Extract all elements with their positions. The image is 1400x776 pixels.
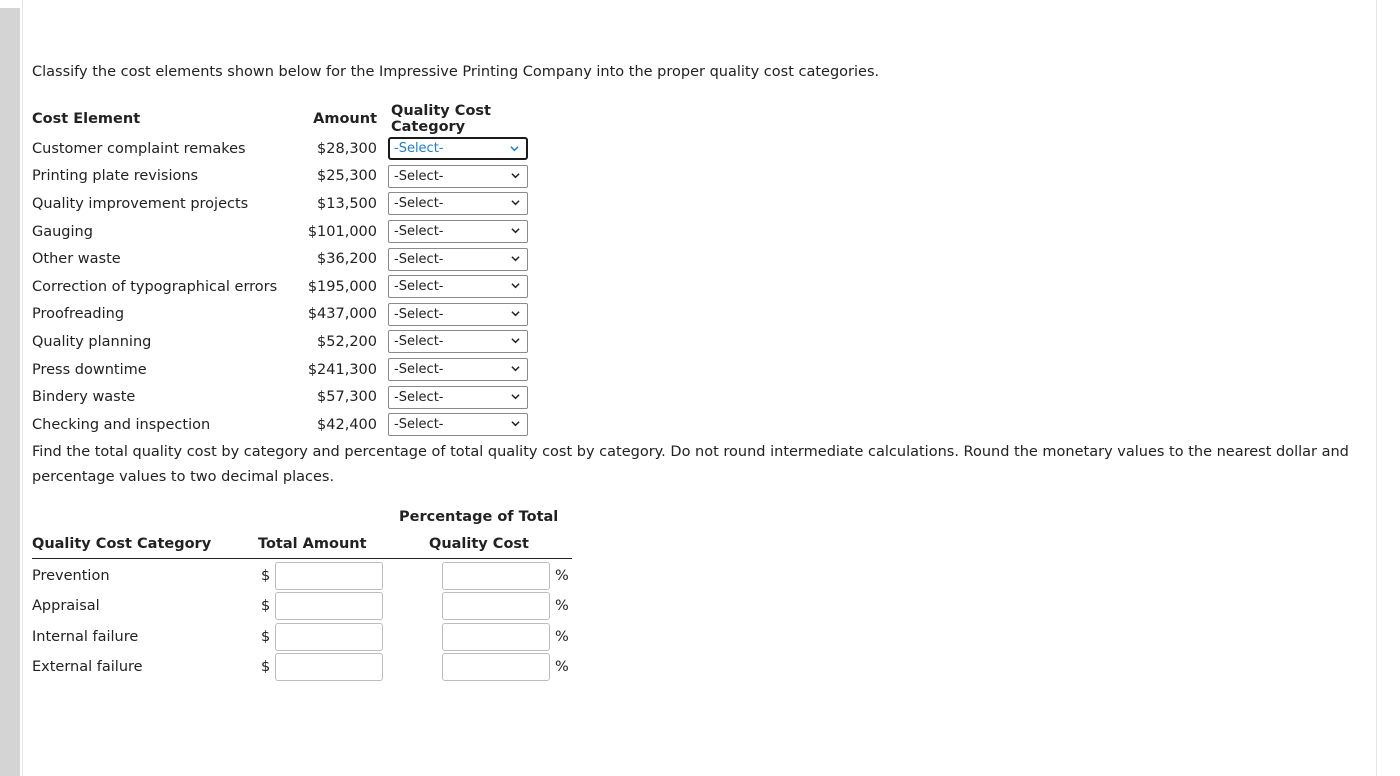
chevron-down-icon — [510, 144, 519, 153]
header-quality-cost-category: Quality Cost Category — [391, 103, 491, 135]
category-select-value: -Select- — [394, 251, 444, 267]
cost-element-name: Press downtime — [32, 361, 147, 378]
header-divider — [32, 558, 572, 559]
header-amount: Amount — [313, 111, 377, 127]
category-select-value: -Select- — [394, 279, 444, 295]
category-label: External failure — [32, 659, 143, 675]
chevron-down-icon — [511, 336, 520, 345]
cost-element-name: Correction of typographical errors — [32, 278, 278, 295]
cost-element-name: Checking and inspection — [32, 416, 211, 433]
total-amount-input[interactable] — [275, 623, 383, 651]
category-select-value: -Select- — [394, 334, 444, 350]
percent-symbol: % — [555, 568, 569, 584]
percent-symbol: % — [555, 598, 569, 614]
category-select-value: -Select- — [394, 196, 444, 212]
category-select[interactable] — [388, 137, 528, 160]
currency-symbol: $ — [261, 598, 271, 614]
category-select[interactable] — [388, 220, 528, 243]
category-select[interactable] — [388, 386, 528, 409]
cost-element-amount: $36,200 — [317, 251, 377, 268]
percentage-input[interactable] — [442, 562, 550, 590]
cost-element-amount: $25,300 — [317, 168, 377, 185]
category-select-value: -Select- — [394, 362, 444, 378]
cost-element-name: Customer complaint remakes — [32, 140, 246, 157]
header-percentage-line2: Quality Cost — [429, 536, 529, 552]
cost-element-name: Quality planning — [32, 333, 152, 350]
cost-element-name: Printing plate revisions — [32, 168, 199, 185]
category-select-value: -Select- — [394, 306, 444, 322]
table-row — [32, 356, 554, 384]
instructions-text: Find the total quality cost by category and percentage of total quality cost by category. Do not round intermediate calculations. Round the monetary values to the nearest dollar and percentage values to two decimal places. — [32, 444, 1349, 485]
cost-element-amount: $13,500 — [317, 195, 377, 212]
cost-element-name: Quality improvement projects — [32, 195, 249, 212]
category-select-value: -Select- — [394, 168, 444, 184]
percent-symbol: % — [555, 629, 569, 645]
header-percentage-line1: Percentage of Total — [399, 509, 559, 525]
category-select-value: -Select- — [394, 141, 444, 157]
table-row — [32, 328, 554, 356]
cost-element-amount: $101,000 — [307, 223, 377, 240]
cost-element-name: Proofreading — [32, 306, 125, 323]
category-select[interactable] — [388, 413, 528, 436]
summary-row — [32, 592, 572, 622]
chevron-down-icon — [511, 419, 520, 428]
category-select-value: -Select- — [394, 389, 444, 405]
chevron-down-icon — [511, 364, 520, 373]
cost-element-amount: $52,200 — [317, 333, 377, 350]
currency-symbol: $ — [261, 659, 271, 675]
category-select[interactable] — [388, 303, 528, 326]
category-select[interactable] — [388, 165, 528, 188]
header-cost-element: Cost Element — [32, 111, 141, 127]
category-select[interactable] — [388, 275, 528, 298]
percentage-input[interactable] — [442, 592, 550, 620]
cost-element-name: Gauging — [32, 223, 93, 240]
summary-row — [32, 653, 572, 683]
cost-element-name: Bindery waste — [32, 389, 136, 406]
cost-element-name: Other waste — [32, 251, 121, 268]
intro-text: Classify the cost elements shown below for the Impressive Printing Company into the proper quality cost categories. — [32, 64, 880, 80]
left-scroll-strip — [0, 8, 20, 776]
category-select-value: -Select- — [394, 224, 444, 240]
category-select[interactable] — [388, 248, 528, 271]
table-row — [32, 190, 554, 218]
cost-element-amount: $57,300 — [317, 389, 377, 406]
table-row — [32, 273, 554, 301]
header-category: Quality Cost Category — [32, 536, 212, 552]
table-row — [32, 383, 554, 411]
chevron-down-icon — [511, 309, 520, 318]
category-label: Internal failure — [32, 629, 139, 645]
table-row — [32, 245, 554, 273]
cost-element-amount: $28,300 — [317, 140, 377, 157]
summary-table — [32, 505, 572, 695]
total-amount-input[interactable] — [275, 653, 383, 681]
cost-element-amount: $42,400 — [317, 416, 377, 433]
category-select[interactable] — [388, 330, 528, 353]
table-row — [32, 218, 554, 246]
chevron-down-icon — [511, 226, 520, 235]
currency-symbol: $ — [261, 629, 271, 645]
chevron-down-icon — [511, 198, 520, 207]
summary-row — [32, 623, 572, 653]
cost-element-amount: $195,000 — [307, 278, 377, 295]
header-total-amount: Total Amount — [258, 536, 367, 552]
chevron-down-icon — [511, 171, 520, 180]
table-row — [32, 301, 554, 329]
chevron-down-icon — [511, 254, 520, 263]
table-row — [32, 163, 554, 191]
percentage-input[interactable] — [442, 623, 550, 651]
table-row — [32, 411, 554, 439]
category-select-value: -Select- — [394, 417, 444, 433]
category-select[interactable] — [388, 192, 528, 215]
category-label: Prevention — [32, 568, 110, 584]
table-header-row — [32, 103, 554, 135]
percentage-input[interactable] — [442, 653, 550, 681]
category-select[interactable] — [388, 358, 528, 381]
currency-symbol: $ — [261, 568, 271, 584]
summary-row — [32, 562, 572, 592]
chevron-down-icon — [511, 392, 520, 401]
cost-element-amount: $437,000 — [307, 306, 377, 323]
total-amount-input[interactable] — [275, 562, 383, 590]
cost-element-table — [32, 103, 554, 439]
table-row — [32, 135, 554, 163]
percent-symbol: % — [555, 659, 569, 675]
total-amount-input[interactable] — [275, 592, 383, 620]
category-label: Appraisal — [32, 598, 100, 614]
cost-element-amount: $241,300 — [307, 361, 377, 378]
chevron-down-icon — [511, 281, 520, 290]
